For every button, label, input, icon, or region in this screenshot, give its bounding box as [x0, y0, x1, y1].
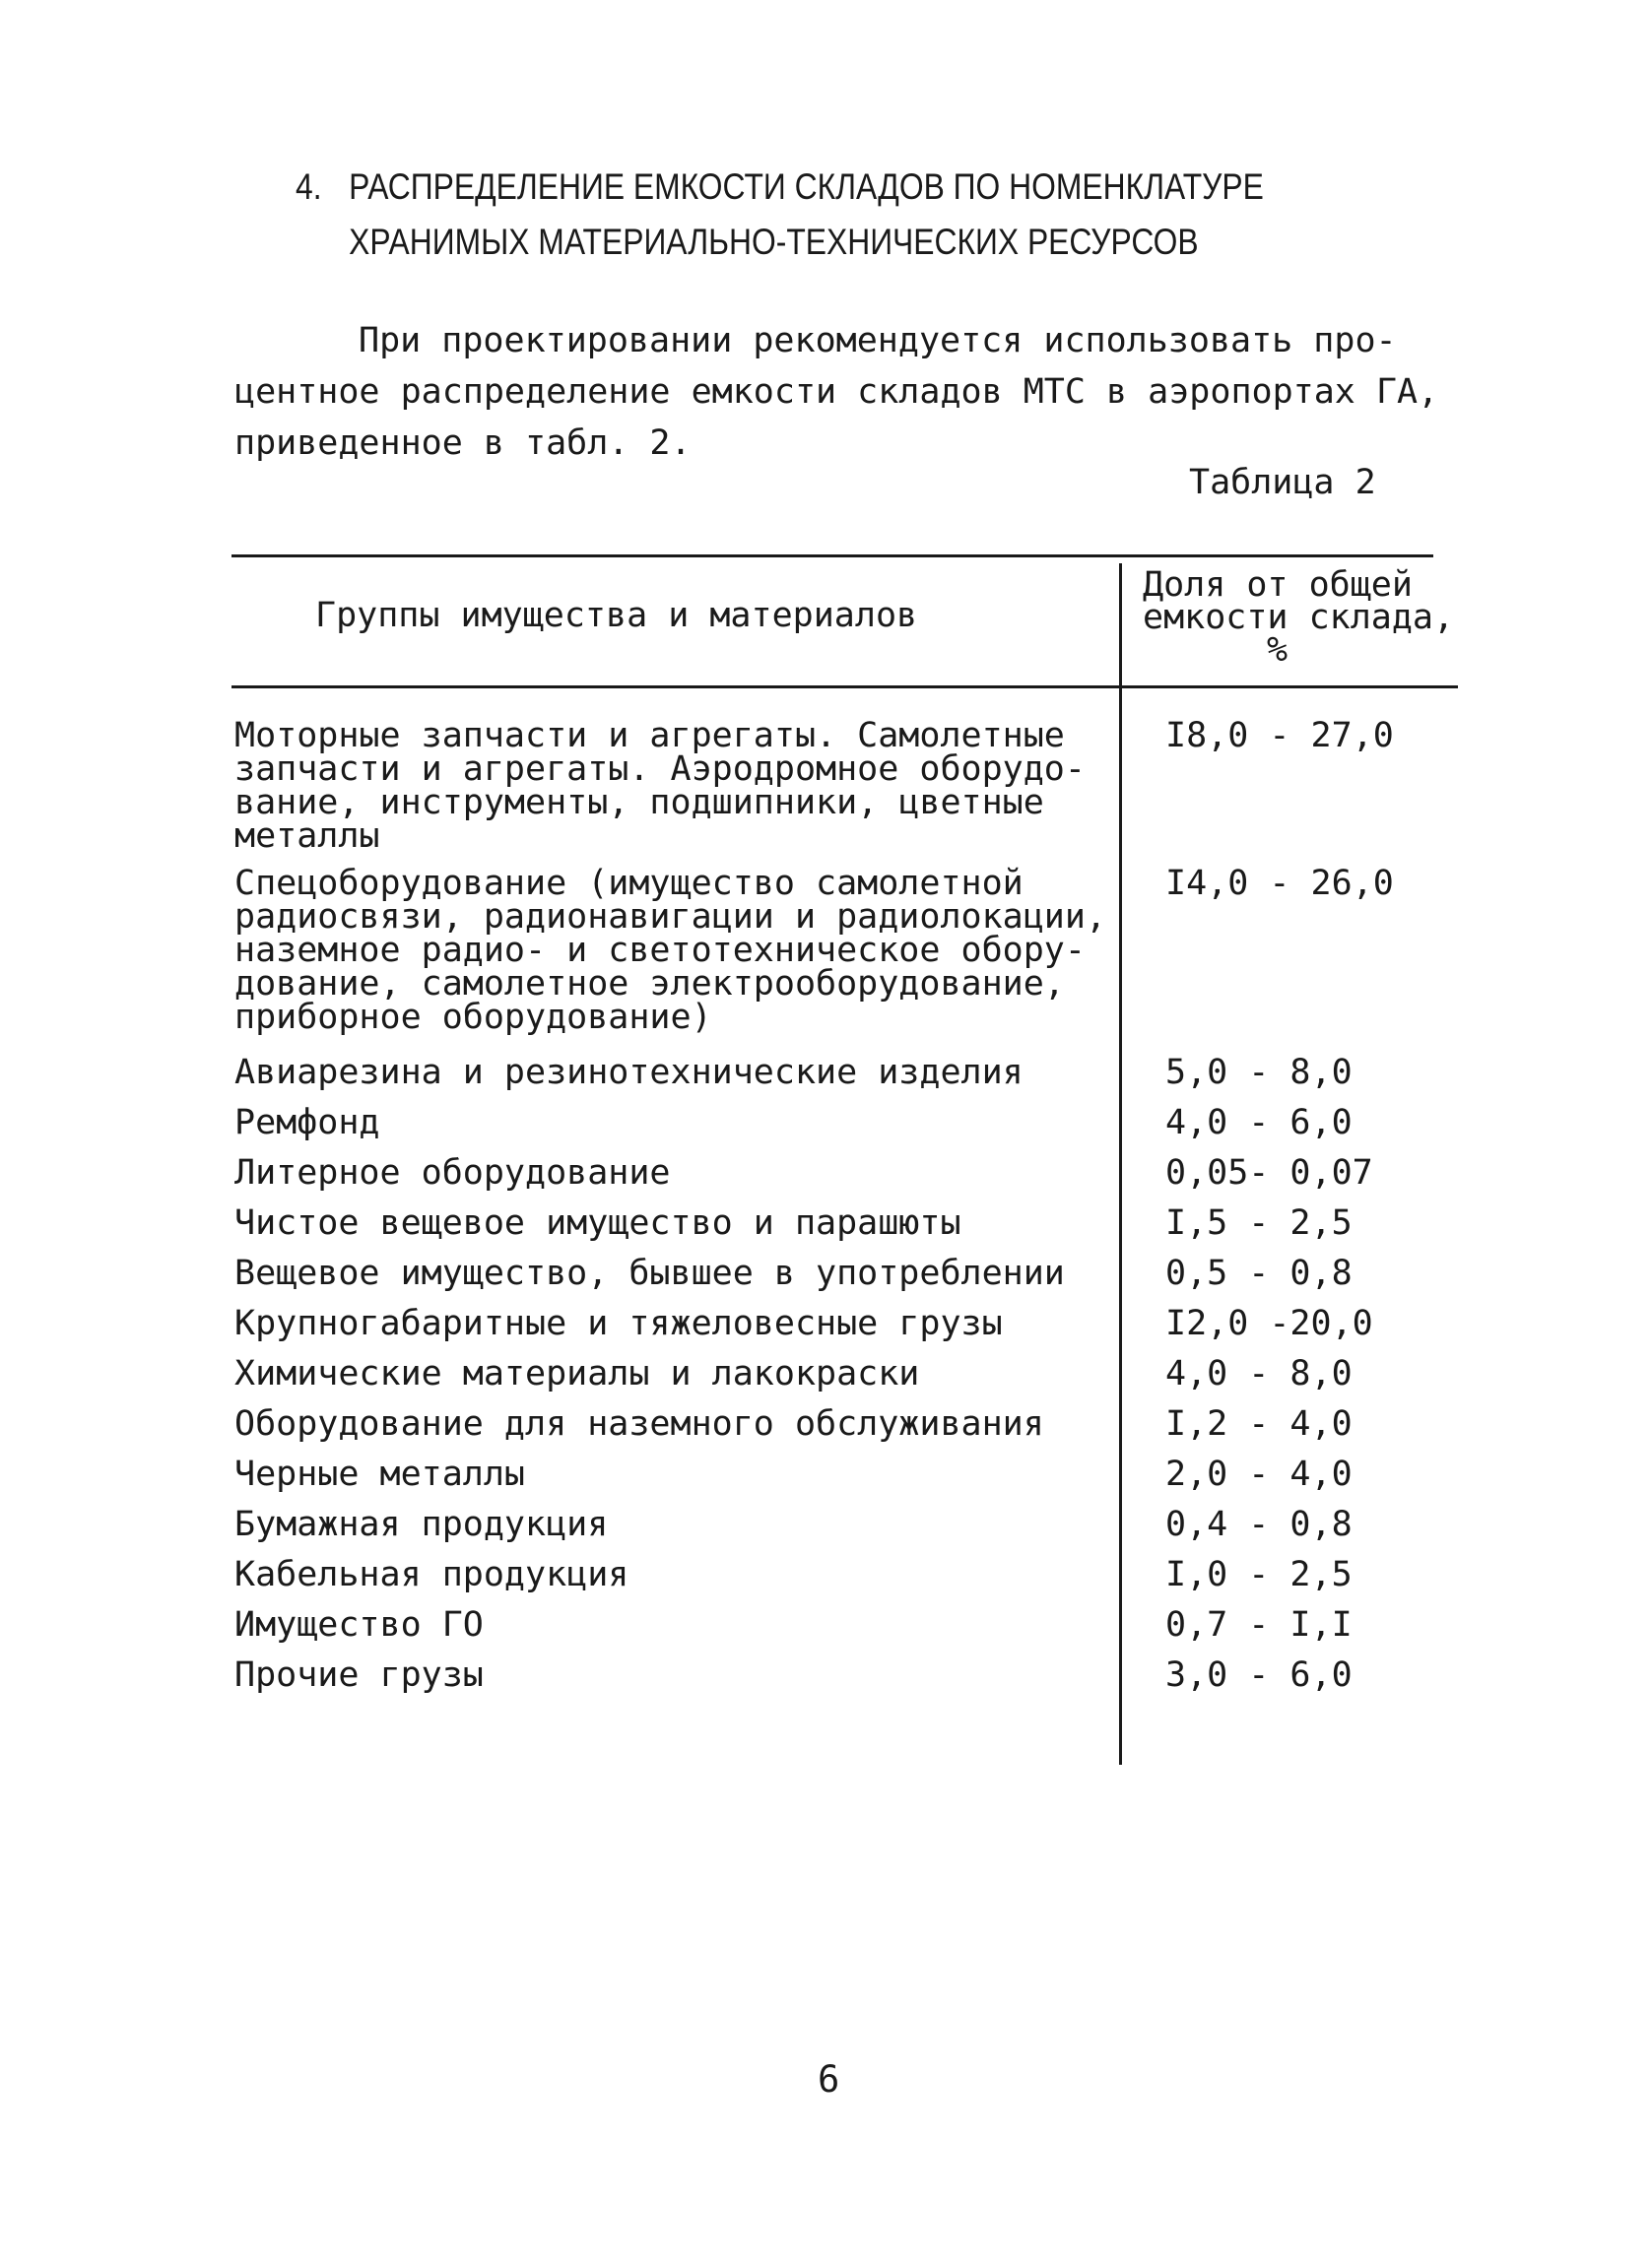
row-group-name: Ремфонд [234, 1103, 380, 1142]
table-body [234, 716, 1456, 1701]
section-heading [296, 160, 1264, 270]
table-row [234, 1450, 1456, 1499]
table-row [234, 1199, 1456, 1248]
row-share-range: 4,0 - 6,0 [1165, 1103, 1353, 1142]
table-row [234, 1148, 1456, 1198]
table-row [234, 1299, 1456, 1348]
table-row [234, 1249, 1456, 1298]
header-share-line-1: Доля от общей [1143, 565, 1413, 605]
row-group-name: Прочие грузы [234, 1655, 484, 1695]
table-row [234, 1349, 1456, 1398]
row-share-range: 5,0 - 8,0 [1165, 1053, 1353, 1092]
heading-line-2: ХРАНИМЫХ МАТЕРИАЛЬНО-ТЕХНИЧЕСКИХ РЕСУРСОВ [349, 222, 1199, 262]
row-group-name: Имущество ГО [234, 1605, 484, 1645]
row-group-name: Бумажная продукция [234, 1505, 609, 1544]
table-header-share [1143, 565, 1455, 670]
intro-line: При проектировании рекомендуется использовать про- [359, 321, 1397, 360]
heading-text-1: РАСПРЕДЕЛЕНИЕ ЕМКОСТИ СКЛАДОВ ПО НОМЕНКЛАТУРЕ [349, 166, 1264, 207]
section-number: 4. [296, 166, 322, 207]
table-row [234, 1048, 1456, 1097]
header-share-line-3: % [1267, 630, 1289, 670]
row-share-range: 0,4 - 0,8 [1165, 1505, 1353, 1544]
intro-line: центное распределение емкости складов МТС в аэропортах ГА, [234, 372, 1439, 412]
table-row [234, 1651, 1456, 1700]
table-header-groups: Группы имущества и материалов [315, 596, 918, 635]
table-row [234, 1399, 1456, 1449]
table-row [234, 1098, 1456, 1147]
table-header-rule [231, 685, 1458, 688]
row-share-range: I2,0 -20,0 [1165, 1304, 1373, 1343]
row-share-range: 0,7 - I,I [1165, 1605, 1353, 1645]
row-share-range: I4,0 - 26,0 [1165, 864, 1394, 903]
table-row [234, 1600, 1456, 1650]
row-group-name: Крупногабаритные и тяжеловесные грузы [234, 1304, 1003, 1343]
row-share-range: 3,0 - 6,0 [1165, 1655, 1353, 1695]
table-row [234, 1550, 1456, 1599]
heading-line-1 [296, 160, 1264, 215]
table-row [234, 716, 1456, 856]
row-group-name: Чистое вещевое имущество и парашюты [234, 1203, 961, 1243]
intro-line: приведенное в табл. 2. [234, 423, 692, 463]
table-top-rule [231, 554, 1433, 557]
row-group-name: Вещевое имущество, бывшее в употреблении [234, 1254, 1065, 1293]
row-group-name: Оборудование для наземного обслуживания [234, 1404, 1044, 1444]
row-group-name: Спецоборудование (имущество самолетной радиосвязи, радионавигации и радиолокации, наземное радио- и светотехническое обору- дование, самолетное электрооборудование, приборное оборудование) [234, 864, 1107, 1037]
intro-paragraph [234, 315, 1439, 469]
row-share-range: I,2 - 4,0 [1165, 1404, 1353, 1444]
header-share-line-2: емкости склада, [1143, 598, 1455, 637]
row-group-name: Моторные запчасти и агрегаты. Самолетные запчасти и агрегаты. Аэродромное оборудо- вание, инструменты, подшипники, цветные металлы [234, 716, 1086, 856]
row-group-name: Кабельная продукция [234, 1555, 629, 1594]
row-share-range: 0,05- 0,07 [1165, 1153, 1373, 1193]
row-share-range: I,5 - 2,5 [1165, 1203, 1353, 1243]
row-share-range: 4,0 - 8,0 [1165, 1354, 1353, 1393]
table-caption: Таблица 2 [1189, 463, 1376, 502]
row-group-name: Авиарезина и резинотехнические изделия [234, 1053, 1024, 1092]
row-group-name: Химические материалы и лакокраски [234, 1354, 920, 1393]
row-share-range: I8,0 - 27,0 [1165, 716, 1394, 755]
row-share-range: 2,0 - 4,0 [1165, 1455, 1353, 1494]
row-group-name: Черные металлы [234, 1455, 526, 1494]
table-row [234, 1500, 1456, 1549]
row-share-range: 0,5 - 0,8 [1165, 1254, 1353, 1293]
page-number: 6 [818, 2058, 840, 2101]
table-row [234, 864, 1456, 1037]
row-group-name: Литерное оборудование [234, 1153, 671, 1193]
row-share-range: I,0 - 2,5 [1165, 1555, 1353, 1594]
